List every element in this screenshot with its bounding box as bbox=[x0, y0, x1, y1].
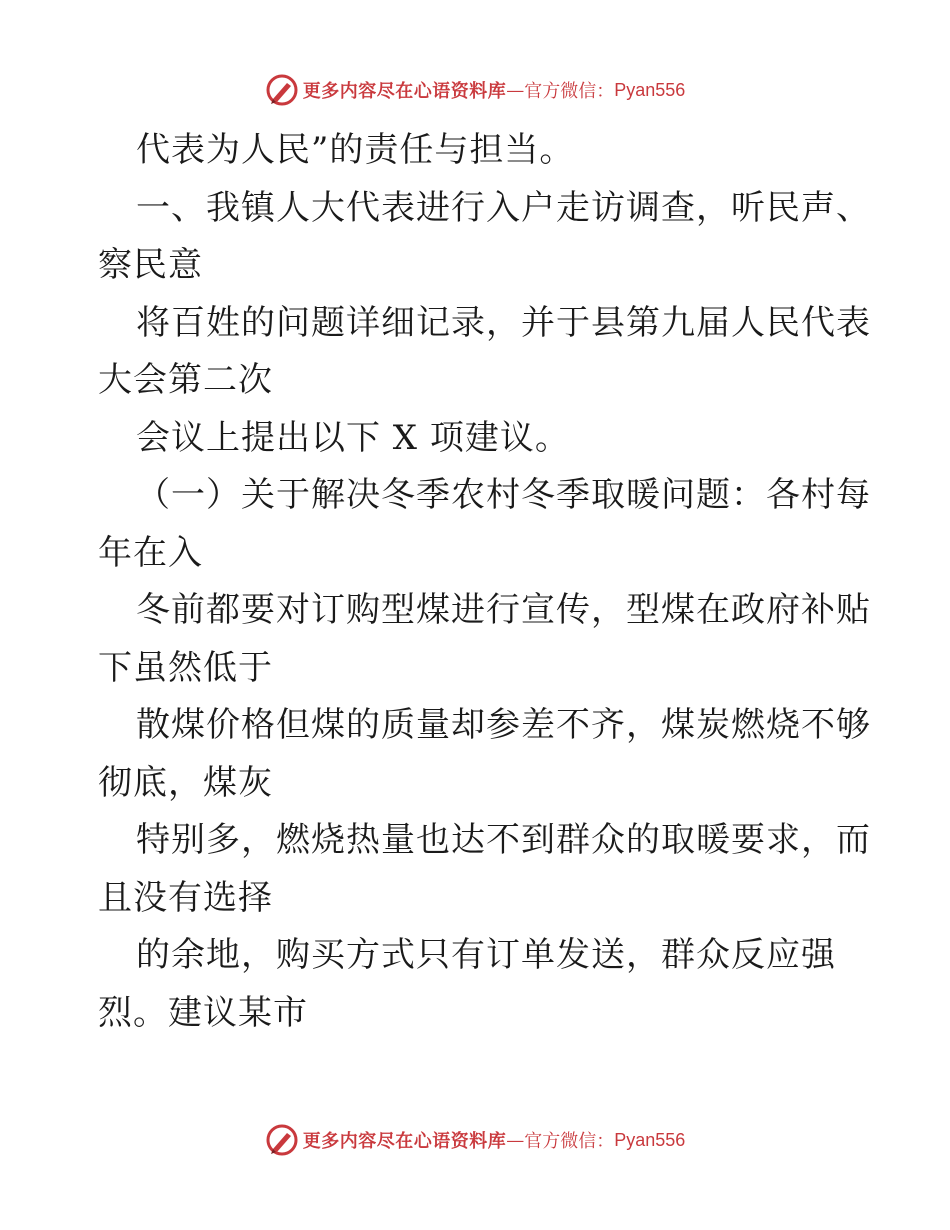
body-line: 察民意 bbox=[98, 245, 203, 285]
body-line: 冬前都要对订购型煤进行宣传，型煤在政府补贴 bbox=[136, 590, 871, 630]
header-brand-text: 更多内容尽在心语资料库 bbox=[302, 81, 507, 102]
body-line: （一）关于解决冬季农村冬季取暖问题：各村每 bbox=[136, 475, 871, 515]
body-line: 散煤价格但煤的质量却参差不齐，煤炭燃烧不够 bbox=[136, 705, 871, 745]
footer-brand-text: 更多内容尽在心语资料库 bbox=[302, 1131, 507, 1152]
pen-logo-icon bbox=[265, 1123, 299, 1157]
document-body bbox=[98, 122, 871, 1042]
body-line: 一、我镇人大代表进行入户走访调查，听民声、 bbox=[136, 187, 871, 228]
header-separator: — bbox=[506, 79, 525, 101]
footer-watermark bbox=[0, 1120, 950, 1160]
body-line: 特别多，燃烧热量也达不到群众的取暖要求，而 bbox=[136, 820, 871, 860]
body-line: 年在入 bbox=[98, 532, 203, 573]
footer-separator: — bbox=[506, 1129, 525, 1151]
body-line: 且没有选择 bbox=[98, 877, 273, 918]
header-wechat-label: 官方微信： bbox=[524, 81, 615, 102]
body-line: 代表为人民”的责任与担当。 bbox=[136, 130, 575, 170]
footer-wechat-label: 官方微信： bbox=[524, 1131, 615, 1152]
body-line: 将百姓的问题详细记录，并于县第九届人民代表 bbox=[136, 302, 871, 343]
body-line: 会议上提出以下 X 项建议。 bbox=[136, 417, 570, 458]
body-line: 大会第二次 bbox=[98, 360, 273, 400]
body-line: 的余地，购买方式只有订单发送，群众反应强 bbox=[136, 935, 836, 975]
body-line: 烈。建议某市 bbox=[98, 992, 308, 1033]
pen-logo-icon bbox=[265, 73, 299, 107]
header-wechat-id: Pyan556 bbox=[614, 79, 686, 100]
body-line: 下虽然低于 bbox=[98, 647, 273, 688]
body-line: 彻底，煤灰 bbox=[98, 762, 273, 803]
footer-wechat-id: Pyan556 bbox=[614, 1129, 686, 1150]
header-watermark bbox=[0, 70, 950, 110]
